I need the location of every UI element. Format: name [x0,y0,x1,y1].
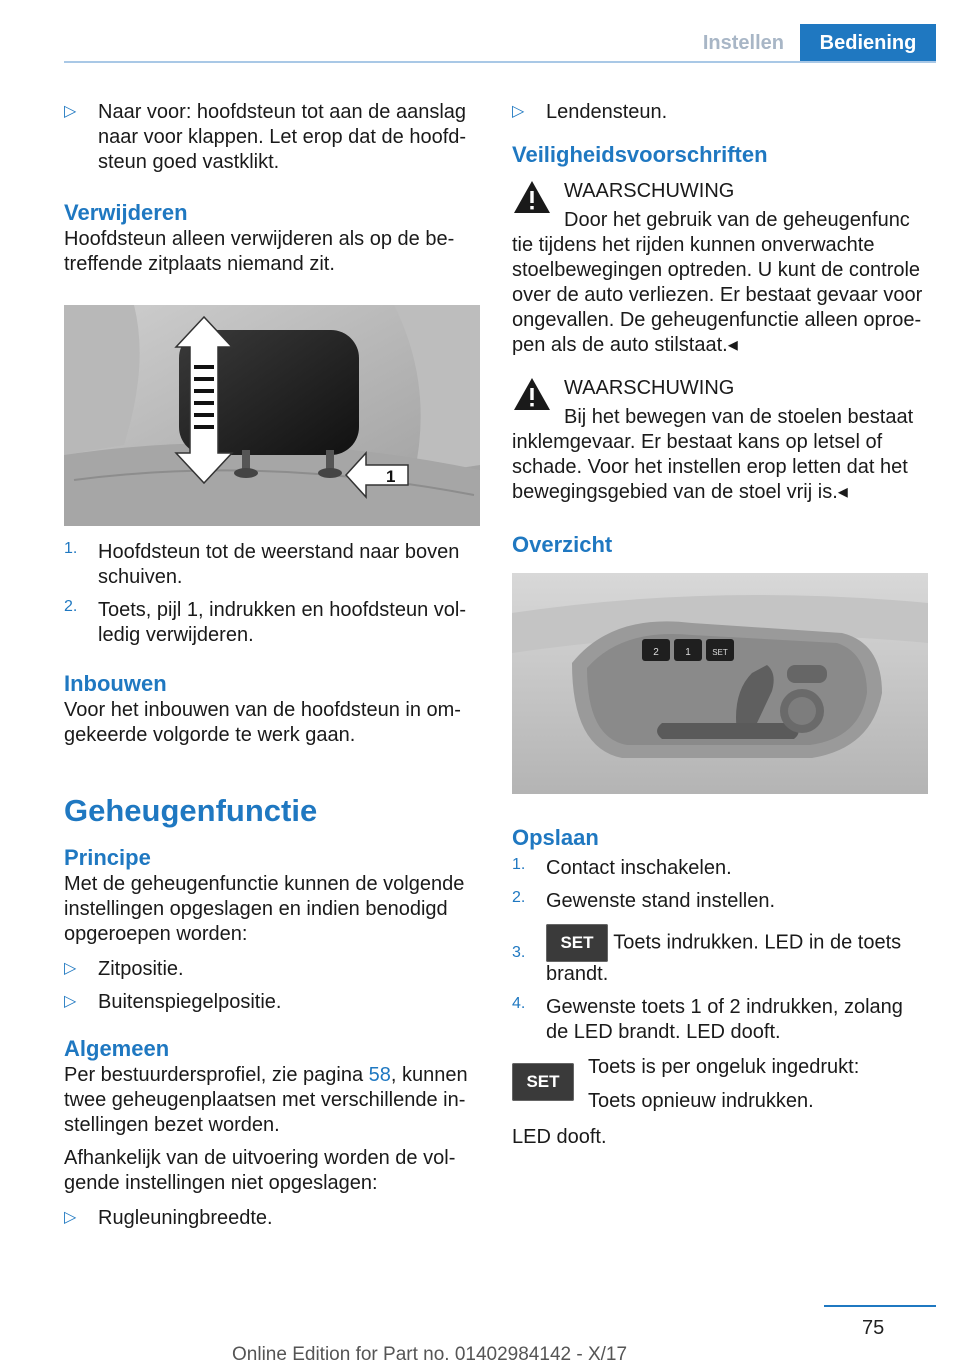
list-item [512,889,928,914]
step-number: 2. [512,889,526,906]
list-item [64,100,480,175]
tab-bediening[interactable]: Bediening [800,24,936,62]
bullet-text: Buitenspiegelpositie. [98,991,282,1013]
list-item [64,1206,480,1231]
led-off-text: LED dooft. [512,1126,607,1148]
warning-label: WAARSCHUWING [564,180,735,202]
remove-text: Hoofdsteun alleen verwijderen als op de betreffende zitplaats niemand zit. [64,228,455,275]
memory-button-label: 1 [685,647,691,658]
bullet-text: Lendensteun. [546,101,668,123]
note-text: Toets is per ongeluk ingedrukt: [588,1056,860,1078]
bullet-triangle-icon: ▷ [64,1209,77,1226]
warning-text-first: Bij het bewegen van de stoelen bestaat [564,406,914,428]
section-heading-safety: Veiligheidsvoorschriften [512,142,768,167]
set-button-icon: SET [546,924,608,962]
header-tabs [687,24,936,62]
seat-controls-figure [512,573,928,794]
note-text: Toets opnieuw indrukken. [588,1090,814,1112]
step-number: 1. [512,856,526,873]
headrest-figure [64,305,480,526]
principle-text: Met de geheugenfunctie kunnen de volgende instellingen opgeslagen en indien benodigd opgeroepen worden: [64,873,465,945]
bullet-triangle-icon: ▷ [64,993,77,1010]
bullet-text: Naar voor: hoofdsteun tot aan de aanslag naar voor klappen. Let erop dat de hoofdsteun goed vastklikt. [98,101,467,173]
chapter-title: Geheugenfunctie [64,793,318,828]
warning-block [512,179,928,358]
bullet-text: Rugleuningbreedte. [98,1207,273,1229]
list-item [64,540,480,590]
bullet-triangle-icon: ▷ [64,103,77,120]
note-block [512,1055,928,1117]
warning-text-first: Door het gebruik van de geheugenfunc [564,209,910,231]
warning-text: tie tijdens het rijden kunnen onverwachte stoelbewegingen optreden. U kunt de controle over de auto verliezen. Er bestaat gevaar voor ongevallen. De geheugenfunctie alleen oproepen als de auto stilstaat.◂ [512,234,923,356]
set-button-icon: SET [512,1063,574,1101]
list-item [512,856,928,881]
list-item [512,100,928,125]
list-item [512,924,928,987]
list-item [64,598,480,648]
bullet-triangle-icon: ▷ [512,103,525,120]
tab-instellen[interactable]: Instellen [702,32,784,54]
seat-controls-illustration [512,573,928,794]
list-item [64,957,480,982]
memory-button-label: 2 [653,647,659,658]
step-text: Gewenste toets 1 of 2 indrukken, zolang de LED brandt. LED dooft. [546,996,903,1043]
step-text: Gewenste stand instellen. [546,890,776,912]
list-item [64,990,480,1015]
warning-label: WAARSCHUWING [564,377,735,399]
warning-block [512,376,928,505]
right-column [512,100,928,1150]
memory-button-label: SET [712,648,728,657]
page-number: 75 [862,1317,885,1339]
step-number: 4. [512,995,526,1012]
section-heading-overview: Overzicht [512,532,613,557]
headrest-illustration [64,305,480,526]
edition-footer: Online Edition for Part no. 01402984142 - X/17 [232,1344,628,1362]
step-number: 3. [512,944,526,961]
warning-text: inklemgevaar. Er bestaat kans op letsel of schade. Voor het instellen erop letten dat het bewegingsgebied van de stoel vrij is.◂ [512,431,908,503]
step-number: 1. [64,540,78,557]
section-heading-save: Opslaan [512,825,599,850]
bullet-text: Zitpositie. [98,958,184,980]
general-text [64,1063,480,1138]
install-text: Voor het inbouwen van de hoofdsteun in omgekeerde volgorde te werk gaan. [64,699,461,746]
general-text-a: Per bestuurdersprofiel, zie pagina [64,1064,369,1086]
section-heading-remove: Verwijderen [64,200,188,225]
section-heading-principle: Principe [64,845,151,870]
section-heading-install: Inbouwen [64,671,167,696]
page-link[interactable]: 58 [368,1064,391,1086]
warning-triangle-icon [512,376,552,412]
list-item [512,995,928,1045]
step-number: 2. [64,598,78,615]
section-heading-general: Algemeen [64,1036,170,1061]
general-text-b: , kunnen twee geheugenplaatsen met verschillende instellingen bezet worden. [64,1064,468,1136]
header-divider [64,61,936,63]
general-text-2: Afhankelijk van de uitvoering worden de volgende instellingen niet opgeslagen: [64,1147,456,1194]
step-text: Toets, pijl 1, indrukken en hoofdsteun volledig verwijderen. [98,599,467,646]
step-text: Hoofdsteun tot de weerstand naar boven schuiven. [98,541,460,588]
footer-divider [824,1305,936,1307]
step-text: Contact inschakelen. [546,857,732,879]
left-column [64,100,480,1239]
arrow-label: 1 [386,467,396,486]
step-text: Toets indrukken. LED in de toets brandt. [546,931,902,985]
warning-triangle-icon [512,179,552,215]
bullet-triangle-icon: ▷ [64,960,77,977]
